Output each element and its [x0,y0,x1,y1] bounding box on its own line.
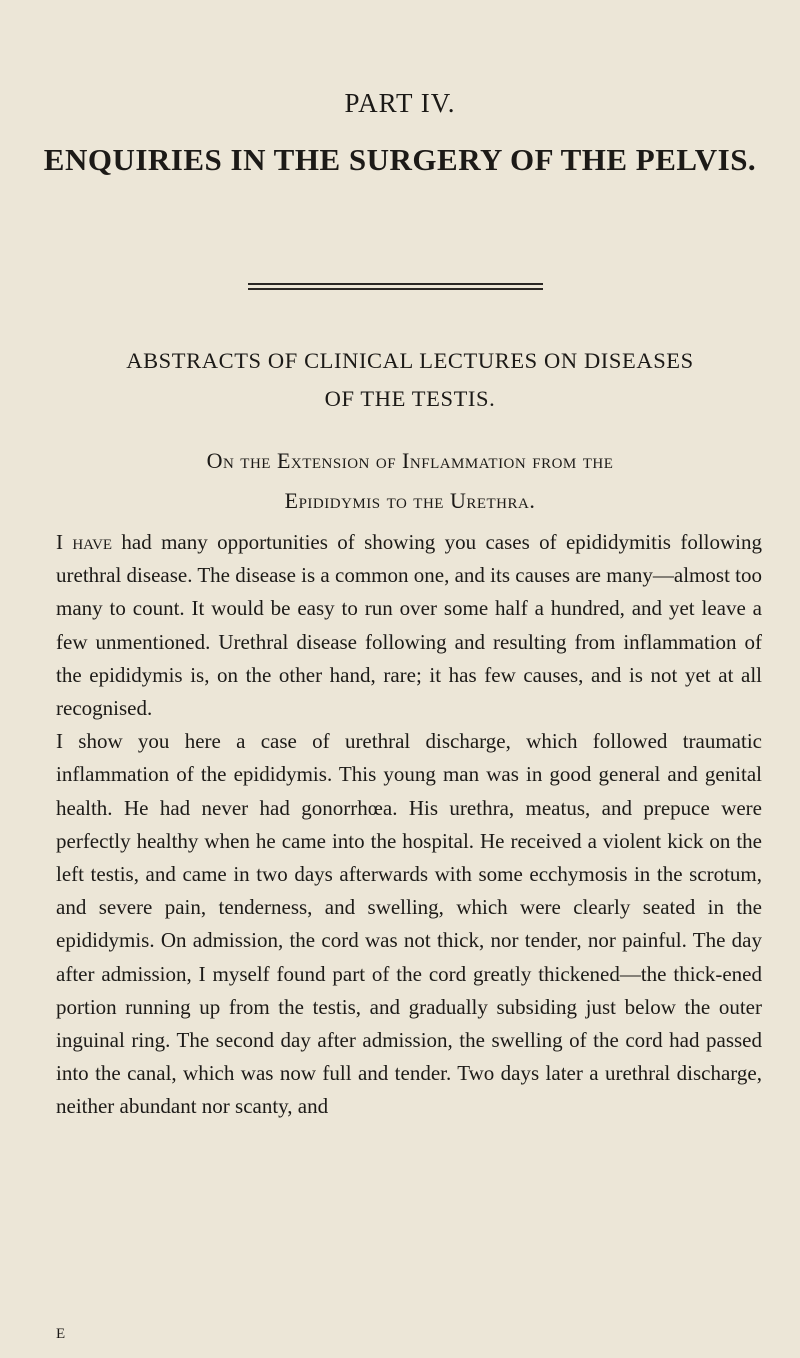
divider-rule-bottom [248,288,543,290]
part-label: PART IV. [344,88,456,118]
subheading-line2: Epididymis to the Urethra. [284,488,536,513]
subheading-line1: On the Extension of Inflammation from the [206,448,614,473]
subheading [40,441,780,521]
paragraph-2: I show you here a case of urethral discharge, which followed traumatic inflammation of the epididymis. This young man was in good general and genital health. He had never had gonorrhœa. His urethra, meatus, and prepuce were perfectly healthy when he came into the hospital. He received a violent kick on the left testis, and came in two days afterwards with some ecchymosis in the scrotum, and severe pain, tenderness, and swelling, which were clearly seated in the epididymis. On admission, the cord was not thick, nor tender, nor painful. The day after admission, I myself found part of the cord greatly thickened—the thick-ened portion running up from the testis, and gradually subsiding just below the outer inguinal ring. The second day after admission, the swelling of the cord had passed into the canal, which was now full and tender. Two days later a urethral discharge, neither abundant nor scanty, and [56,729,762,1119]
signature-mark: E [56,1326,66,1342]
paragraph-1 [56,526,762,725]
page-title: ENQUIRIES IN THE SURGERY OF THE PELVIS. [43,142,757,177]
paragraph-1-text: had many opportunities of showing you cases of epididymitis following urethral disease. The disease is a common one, and its causes are many—almost too many to count. It would be easy to run over some half a hundred, and yet leave a few unmentioned. Urethral disease following and resulting from inflammation of the epididymis is, on the other hand, rare; it has few causes, and is not yet at all recognised. [56,530,762,721]
paragraph-1-lead: I have [56,530,113,554]
section-heading-line2: OF THE TESTIS. [324,386,496,411]
section-heading-line1: ABSTRACTS OF CLINICAL LECTURES ON DISEASES [126,348,694,373]
section-heading [40,342,780,418]
divider-rule-top [248,283,543,285]
body-text [56,526,762,1124]
